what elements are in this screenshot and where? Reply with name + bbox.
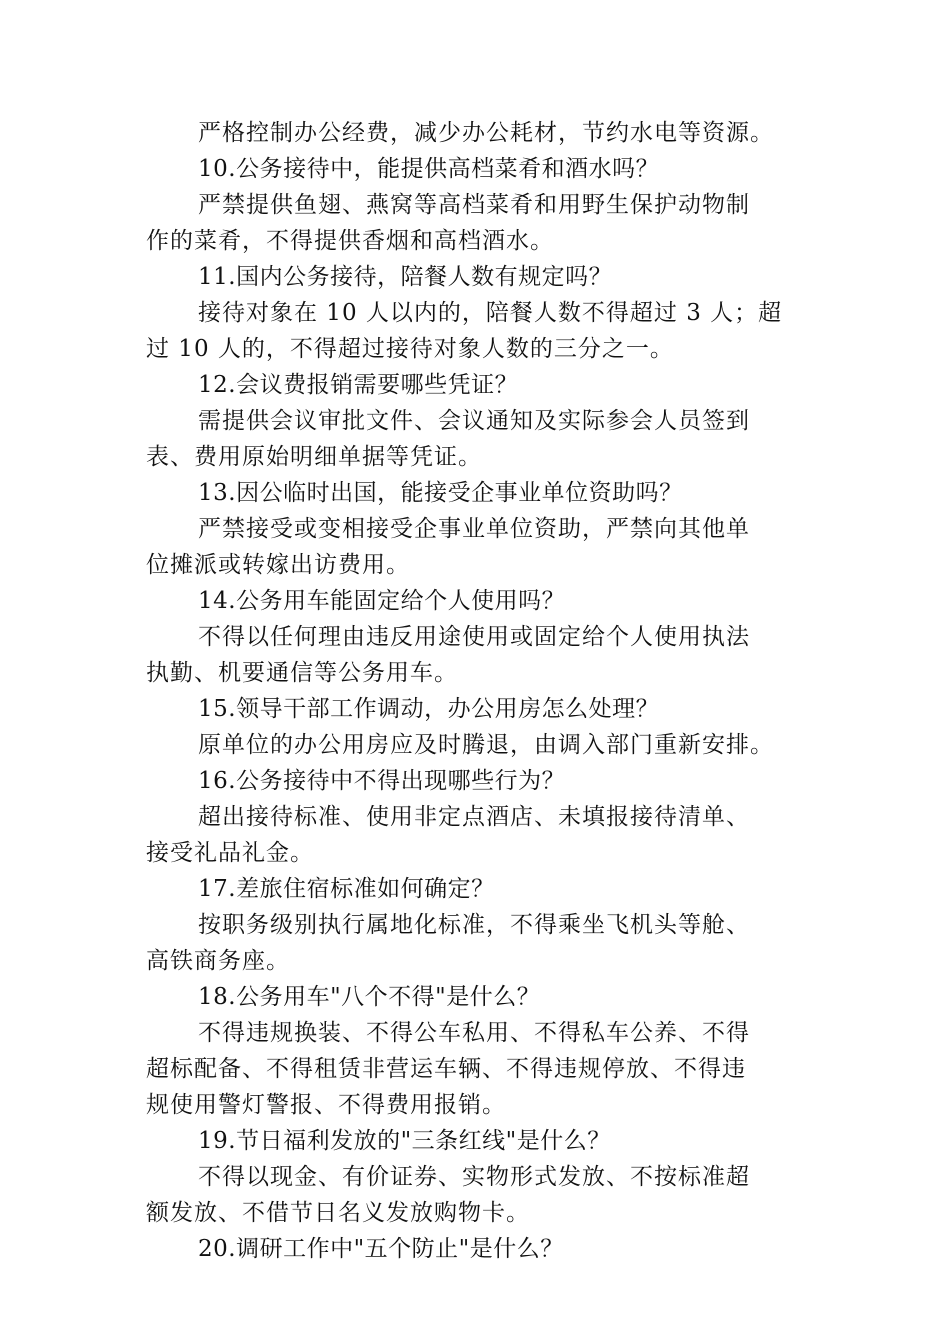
answer-line: 接受礼品礼金。 — [146, 840, 314, 866]
question-line: 12.会议费报销需要哪些凭证？ — [198, 372, 519, 398]
answer-line: 按职务级别执行属地化标准，不得乘坐飞机头等舱、 — [198, 912, 750, 938]
answer-line: 严禁提供鱼翅、燕窝等高档菜肴和用野生保护动物制 — [198, 192, 750, 218]
answer-line: 超出接待标准、使用非定点酒店、未填报接待清单、 — [198, 804, 750, 830]
answer-line: 不得违规换装、不得公车私用、不得私车公养、不得 — [198, 1020, 750, 1046]
answer-line: 高铁商务座。 — [146, 948, 290, 974]
answer-line: 作的菜肴，不得提供香烟和高档酒水。 — [146, 228, 554, 254]
question-line: 10.公务接待中，能提供高档菜肴和酒水吗？ — [198, 156, 660, 182]
question-line: 11.国内公务接待，陪餐人数有规定吗？ — [198, 264, 613, 290]
answer-line: 严禁接受或变相接受企事业单位资助，严禁向其他单 — [198, 516, 750, 542]
answer-line: 额发放、不借节日名义发放购物卡。 — [146, 1200, 530, 1226]
answer-line: 执勤、机要通信等公务用车。 — [146, 660, 458, 686]
answer-line: 表、费用原始明细单据等凭证。 — [146, 444, 482, 470]
answer-line: 不得以任何理由违反用途使用或固定给个人使用执法 — [198, 624, 750, 650]
question-line: 17.差旅住宿标准如何确定？ — [198, 876, 495, 902]
question-line: 16.公务接待中不得出现哪些行为？ — [198, 768, 566, 794]
answer-line: 不得以现金、有价证券、实物形式发放、不按标准超 — [198, 1164, 750, 1190]
answer-line: 位摊派或转嫁出访费用。 — [146, 552, 410, 578]
question-line: 15.领导干部工作调动，办公用房怎么处理？ — [198, 696, 660, 722]
answer-line: 接待对象在 10 人以内的，陪餐人数不得超过 3 人；超 — [198, 300, 783, 326]
question-line: 13.因公临时出国，能接受企事业单位资助吗？ — [198, 480, 683, 506]
answer-line: 需提供会议审批文件、会议通知及实际参会人员签到 — [198, 408, 750, 434]
question-line: 14.公务用车能固定给个人使用吗？ — [198, 588, 566, 614]
answer-line: 规使用警灯警报、不得费用报销。 — [146, 1092, 506, 1118]
question-line: 18.公务用车"八个不得"是什么？ — [198, 984, 541, 1010]
answer-line: 超标配备、不得租赁非营运车辆、不得违规停放、不得违 — [146, 1056, 746, 1082]
answer-line: 过 10 人的，不得超过接待对象人数的三分之一。 — [146, 336, 674, 362]
question-line: 19.节日福利发放的"三条红线"是什么？ — [198, 1128, 611, 1154]
answer-line: 严格控制办公经费，减少办公耗材，节约水电等资源。 — [198, 120, 774, 146]
answer-line: 原单位的办公用房应及时腾退，由调入部门重新安排。 — [198, 732, 774, 758]
question-line: 20.调研工作中"五个防止"是什么？ — [198, 1236, 564, 1262]
document-body — [146, 115, 806, 1267]
